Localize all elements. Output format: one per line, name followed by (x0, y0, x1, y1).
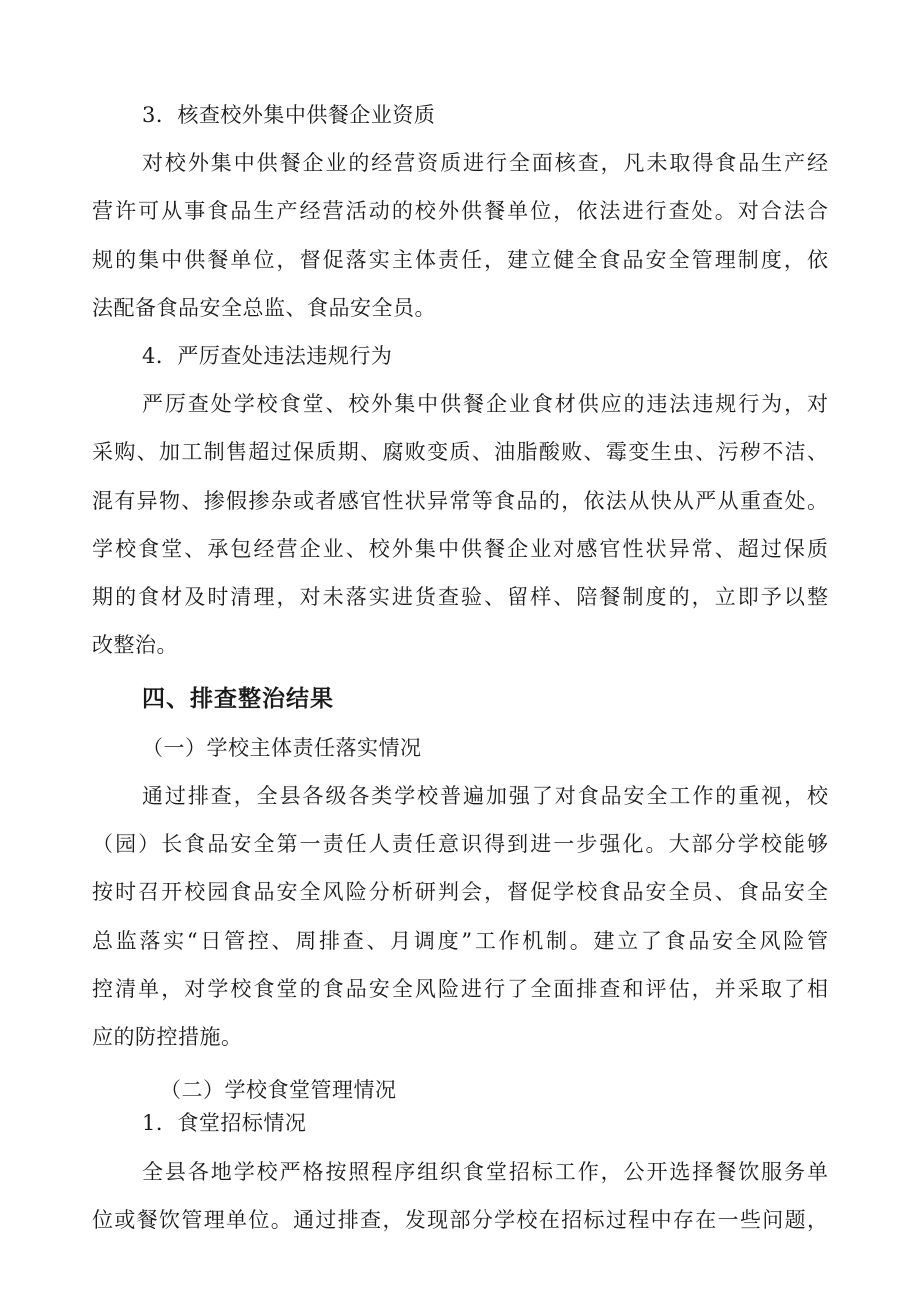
section-4-line-4 (92, 534, 828, 564)
sub-1-line-3-text: 按时召开校园食品安全风险分析研判会，督促学校食品安全员、食品安全 (92, 880, 828, 904)
section-4-line-3 (92, 486, 828, 516)
sub-2-line-1-text: 全县各地学校严格按照程序组织食堂招标工作，公开选择餐饮服务单 (142, 1160, 828, 1184)
sub-1-line-1-text: 通过排查，全县各级各类学校普遍加强了对食品安全工作的重视，校 (142, 784, 828, 808)
sub-2-line-2 (92, 1205, 828, 1235)
section-4-line-1-text: 严厉查处学校食堂、校外集中供餐企业食材供应的违法违规行为，对 (142, 392, 828, 416)
sub-1-title: （一）学校主体责任落实情况 (142, 736, 422, 760)
sub-1-line-5-text: 控清单，对学校食堂的食品安全风险进行了全面排查和评估，并采取了相 (92, 977, 828, 1001)
sub-1-line-4-text: 总监落实“日管控、周排查、月调度”工作机制。建立了食品安全风险管 (92, 929, 828, 953)
section-4-line-1 (142, 389, 828, 419)
heading-results: 四、排查整治结果 (142, 686, 334, 712)
section-3-line-4: 法配备食品安全总监、食品安全员。 (92, 296, 436, 320)
section-3-line-2-text: 营许可从事食品生产经营活动的校外供餐单位，依法进行查处。对合法合 (92, 199, 828, 223)
sub-2-title: （二）学校食堂管理情况 (160, 1078, 397, 1102)
section-3-title: 3．核查校外集中供餐企业资质 (142, 103, 436, 127)
section-3-line-3 (92, 245, 828, 275)
section-4-line-2 (92, 437, 828, 467)
sub-2-line-2-text: 位或餐饮管理单位。通过排查，发现部分学校在招标过程中存在一些问题， (92, 1208, 828, 1232)
sub-1-line-2-text: （园）长食品安全第一责任人责任意识得到进一步强化。大部分学校能够 (92, 832, 828, 856)
sub-2-item-1-title: 1．食堂招标情况 (142, 1111, 307, 1135)
section-4-line-2-text: 采购、加工制售超过保质期、腐败变质、油脂酸败、霉变生虫、污秽不洁、 (92, 440, 828, 464)
section-3-line-1 (142, 148, 828, 178)
sub-1-line-4 (92, 926, 828, 956)
section-4-line-5 (92, 582, 828, 612)
section-3-line-3-text: 规的集中供餐单位，督促落实主体责任，建立健全食品安全管理制度，依 (92, 248, 828, 272)
sub-1-line-5 (92, 974, 828, 1004)
section-4-title: 4．严厉查处违法违规行为 (142, 344, 393, 368)
section-4-line-5-text: 期的食材及时清理，对未落实进货查验、留样、陪餐制度的，立即予以整 (92, 585, 828, 609)
sub-1-line-3 (92, 877, 828, 907)
section-4-line-6: 改整治。 (92, 633, 178, 657)
section-4-line-3-text: 混有异物、掺假掺杂或者感官性状异常等食品的，依法从快从严从重查处。 (92, 489, 828, 513)
sub-1-line-1 (142, 781, 828, 811)
section-3-line-1-text: 对校外集中供餐企业的经营资质进行全面核查，凡未取得食品生产经 (142, 151, 828, 175)
section-4-line-4-text: 学校食堂、承包经营企业、校外集中供餐企业对感官性状异常、超过保质 (92, 537, 828, 561)
sub-2-line-1 (142, 1157, 828, 1187)
section-3-line-2 (92, 196, 828, 226)
sub-1-line-6: 应的防控措施。 (92, 1025, 243, 1049)
sub-1-line-2 (92, 829, 828, 859)
